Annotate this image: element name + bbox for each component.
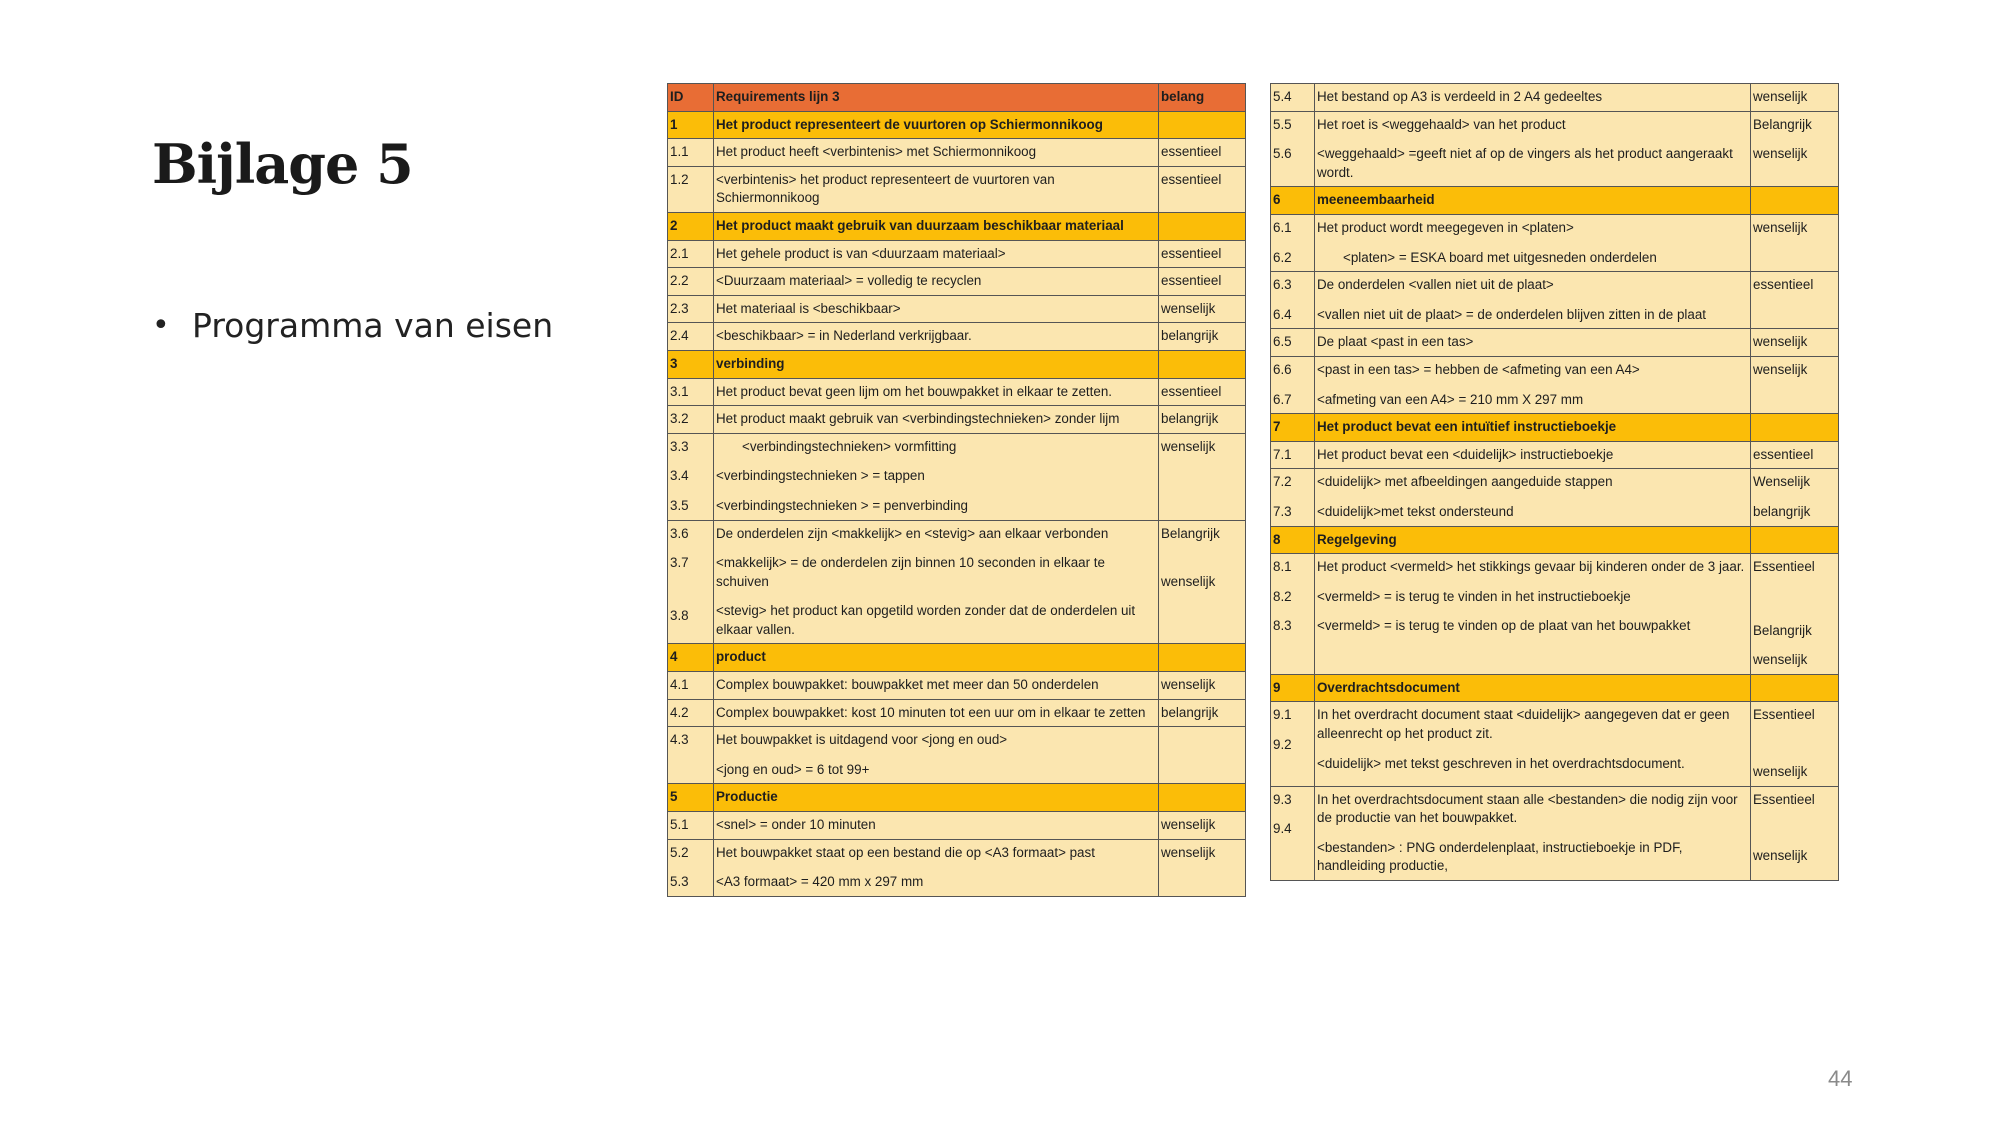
section-title: Het product bevat een intuïtief instructieboekje: [1315, 414, 1751, 442]
section-row-1: [668, 111, 1246, 139]
row-requirement: <duidelijk> met afbeeldingen aangeduide stappen <duidelijk>met tekst ondersteund: [1315, 469, 1751, 526]
row-belang: wenselijk: [1159, 295, 1246, 323]
row-id: 6.1 6.2: [1271, 214, 1315, 271]
row-requirement: Het product bevat geen lijm om het bouwpakket in elkaar te zetten.: [714, 378, 1159, 406]
row-requirement: Het product maakt gebruik van <verbindingstechnieken> zonder lijm: [714, 406, 1159, 434]
row-requirement: Het product <vermeld> het stikkings gevaar bij kinderen onder de 3 jaar. <vermeld> = is terug te vinden in het instructieboekje <vermeld> = is terug te vinden op de plaat van het bouwpakket: [1315, 554, 1751, 675]
table-row: [668, 240, 1246, 268]
section-title: Regelgeving: [1315, 526, 1751, 554]
table-row: [1271, 702, 1839, 786]
row-requirement: Het roet is <weggehaald> van het product <weggehaald> =geeft niet af op de vingers als het product aangeraakt wordt.: [1315, 111, 1751, 187]
header-requirements: Requirements lijn 3: [714, 84, 1159, 112]
row-id: 3.6 3.7 3.8: [668, 520, 714, 644]
row-belang: Belangrijk wenselijk: [1751, 111, 1839, 187]
table-row: [668, 727, 1246, 784]
row-requirement: In het overdrachtsdocument staan alle <bestanden> die nodig zijn voor de productie van het bouwpakket. <bestanden> : PNG onderdelenplaat, instructieboekje in PDF, handleiding productie,: [1315, 786, 1751, 880]
bullet-list: [152, 300, 553, 352]
section-row-5: [668, 784, 1246, 812]
requirements-table-right: [1270, 83, 1839, 881]
table-row: [1271, 272, 1839, 329]
table-row: [1271, 469, 1839, 526]
row-id: 4.3: [668, 727, 714, 784]
row-requirement: Het bestand op A3 is verdeeld in 2 A4 gedeeltes: [1315, 84, 1751, 112]
section-id: 2: [668, 212, 714, 240]
row-requirement: <Duurzaam materiaal> = volledig te recyclen: [714, 268, 1159, 296]
table-row: [668, 520, 1246, 644]
row-id: 5.2 5.3: [668, 839, 714, 896]
table-row: [1271, 554, 1839, 675]
row-belang: wenselijk: [1159, 839, 1246, 896]
table-row: [1271, 329, 1839, 357]
row-id: 6.6 6.7: [1271, 356, 1315, 413]
section-title: product: [714, 644, 1159, 672]
row-belang: essentieel: [1159, 166, 1246, 212]
table-row: [668, 139, 1246, 167]
table-row: [668, 672, 1246, 700]
row-id: 2.4: [668, 323, 714, 351]
section-id: 3: [668, 350, 714, 378]
section-row-6: [1271, 187, 1839, 215]
section-row-8: [1271, 526, 1839, 554]
row-requirement: Het bouwpakket is uitdagend voor <jong en oud> <jong en oud> = 6 tot 99+: [714, 727, 1159, 784]
row-requirement: <past in een tas> = hebben de <afmeting van een A4> <afmeting van een A4> = 210 mm X 297 mm: [1315, 356, 1751, 413]
table-header-row: [668, 84, 1246, 112]
row-requirement: Het product bevat een <duidelijk> instructieboekje: [1315, 441, 1751, 469]
section-id: 1: [668, 111, 714, 139]
table-row: [1271, 214, 1839, 271]
table-row: [668, 699, 1246, 727]
section-title: verbinding: [714, 350, 1159, 378]
section-row-4: [668, 644, 1246, 672]
row-requirement: Het materiaal is <beschikbaar>: [714, 295, 1159, 323]
row-belang: essentieel: [1159, 378, 1246, 406]
row-belang: Belangrijk wenselijk: [1159, 520, 1246, 644]
row-id: 7.1: [1271, 441, 1315, 469]
section-id: 9: [1271, 674, 1315, 702]
row-requirement: Het product heeft <verbintenis> met Schiermonnikoog: [714, 139, 1159, 167]
row-id: 7.2 7.3: [1271, 469, 1315, 526]
table-row: [668, 166, 1246, 212]
row-belang: Essentieel Belangrijk wenselijk: [1751, 554, 1839, 675]
row-requirement: Het product wordt meegegeven in <platen> <platen> = ESKA board met uitgesneden onderdelen: [1315, 214, 1751, 271]
row-id: 3.1: [668, 378, 714, 406]
row-belang: wenselijk: [1159, 672, 1246, 700]
section-id: 5: [668, 784, 714, 812]
table-row: [1271, 356, 1839, 413]
slide-title: Bijlage 5: [152, 132, 413, 196]
row-belang: essentieel: [1159, 139, 1246, 167]
row-belang: belangrijk: [1159, 323, 1246, 351]
table-row: [668, 839, 1246, 896]
section-id: 4: [668, 644, 714, 672]
section-title: Het product representeert de vuurtoren op Schiermonnikoog: [714, 111, 1159, 139]
row-id: 8.1 8.2 8.3: [1271, 554, 1315, 675]
row-id: 9.1 9.2: [1271, 702, 1315, 786]
table-row: [1271, 111, 1839, 187]
row-requirement: <verbindingstechnieken> vormfitting <verbindingstechnieken > = tappen <verbindingstechnieken > = penverbinding: [714, 433, 1159, 520]
table-row: [668, 295, 1246, 323]
row-requirement: <beschikbaar> = in Nederland verkrijgbaar.: [714, 323, 1159, 351]
row-belang: Essentieel wenselijk: [1751, 786, 1839, 880]
section-row-3: [668, 350, 1246, 378]
row-id: 2.3: [668, 295, 714, 323]
row-requirement: In het overdracht document staat <duidelijk> aangegeven dat er geen alleenrecht op het product zit. <duidelijk> met tekst geschreven in het overdrachtsdocument.: [1315, 702, 1751, 786]
row-belang: wenselijk: [1159, 812, 1246, 840]
row-requirement: De plaat <past in een tas>: [1315, 329, 1751, 357]
section-id: 6: [1271, 187, 1315, 215]
row-belang: wenselijk: [1751, 356, 1839, 413]
section-title: Het product maakt gebruik van duurzaam beschikbaar materiaal: [714, 212, 1159, 240]
section-title: Overdrachtsdocument: [1315, 674, 1751, 702]
table-row: [668, 323, 1246, 351]
table-row: [668, 812, 1246, 840]
row-requirement: Het gehele product is van <duurzaam materiaal>: [714, 240, 1159, 268]
page-number: 44: [1828, 1066, 1853, 1091]
row-requirement: Complex bouwpakket: bouwpakket met meer dan 50 onderdelen: [714, 672, 1159, 700]
section-id: 7: [1271, 414, 1315, 442]
table-row: [668, 406, 1246, 434]
row-belang: essentieel: [1159, 268, 1246, 296]
row-id: 3.2: [668, 406, 714, 434]
row-id: 5.1: [668, 812, 714, 840]
row-belang: essentieel: [1751, 441, 1839, 469]
row-belang: belangrijk: [1159, 699, 1246, 727]
row-belang: wenselijk: [1751, 84, 1839, 112]
bullet-item: • Programma van eisen: [152, 300, 553, 352]
row-requirement: <verbintenis> het product representeert de vuurtoren van Schiermonnikoog: [714, 166, 1159, 212]
row-id: 5.4: [1271, 84, 1315, 112]
row-belang: wenselijk: [1751, 329, 1839, 357]
table-row: [1271, 441, 1839, 469]
section-row-9: [1271, 674, 1839, 702]
header-belang: belang: [1159, 84, 1246, 112]
row-belang: belangrijk: [1159, 406, 1246, 434]
row-id: 1.2: [668, 166, 714, 212]
row-belang: Essentieel wenselijk: [1751, 702, 1839, 786]
section-title: Productie: [714, 784, 1159, 812]
row-id: 6.5: [1271, 329, 1315, 357]
row-belang: essentieel: [1751, 272, 1839, 329]
row-id: 3.3 3.4 3.5: [668, 433, 714, 520]
row-requirement: Het bouwpakket staat op een bestand die op <A3 formaat> past <A3 formaat> = 420 mm x 297 mm: [714, 839, 1159, 896]
header-id: ID: [668, 84, 714, 112]
section-id: 8: [1271, 526, 1315, 554]
row-id: 2.1: [668, 240, 714, 268]
row-id: 6.3 6.4: [1271, 272, 1315, 329]
row-belang: Wenselijk belangrijk: [1751, 469, 1839, 526]
row-requirement: De onderdelen <vallen niet uit de plaat> <vallen niet uit de plaat> = de onderdelen blijven zitten in de plaat: [1315, 272, 1751, 329]
section-row-2: [668, 212, 1246, 240]
row-belang: wenselijk: [1751, 214, 1839, 271]
row-belang: wenselijk: [1159, 433, 1246, 520]
row-requirement: De onderdelen zijn <makkelijk> en <stevig> aan elkaar verbonden <makkelijk> = de onderdelen zijn binnen 10 seconden in elkaar te schuiven <stevig> het product kan opgetild worden zonder dat de onderdelen uit elkaar vallen.: [714, 520, 1159, 644]
section-row-7: [1271, 414, 1839, 442]
requirements-table-left: [667, 83, 1246, 897]
row-belang: essentieel: [1159, 240, 1246, 268]
row-id: 2.2: [668, 268, 714, 296]
row-id: 4.2: [668, 699, 714, 727]
row-requirement: Complex bouwpakket: kost 10 minuten tot een uur om in elkaar te zetten: [714, 699, 1159, 727]
row-requirement: <snel> = onder 10 minuten: [714, 812, 1159, 840]
table-row: [668, 433, 1246, 520]
table-row: [668, 268, 1246, 296]
row-id: 9.3 9.4: [1271, 786, 1315, 880]
table-row: [668, 378, 1246, 406]
section-title: meeneembaarheid: [1315, 187, 1751, 215]
row-id: 4.1: [668, 672, 714, 700]
table-row: [1271, 786, 1839, 880]
table-row: [1271, 84, 1839, 112]
row-id: 1.1: [668, 139, 714, 167]
row-id: 5.5 5.6: [1271, 111, 1315, 187]
